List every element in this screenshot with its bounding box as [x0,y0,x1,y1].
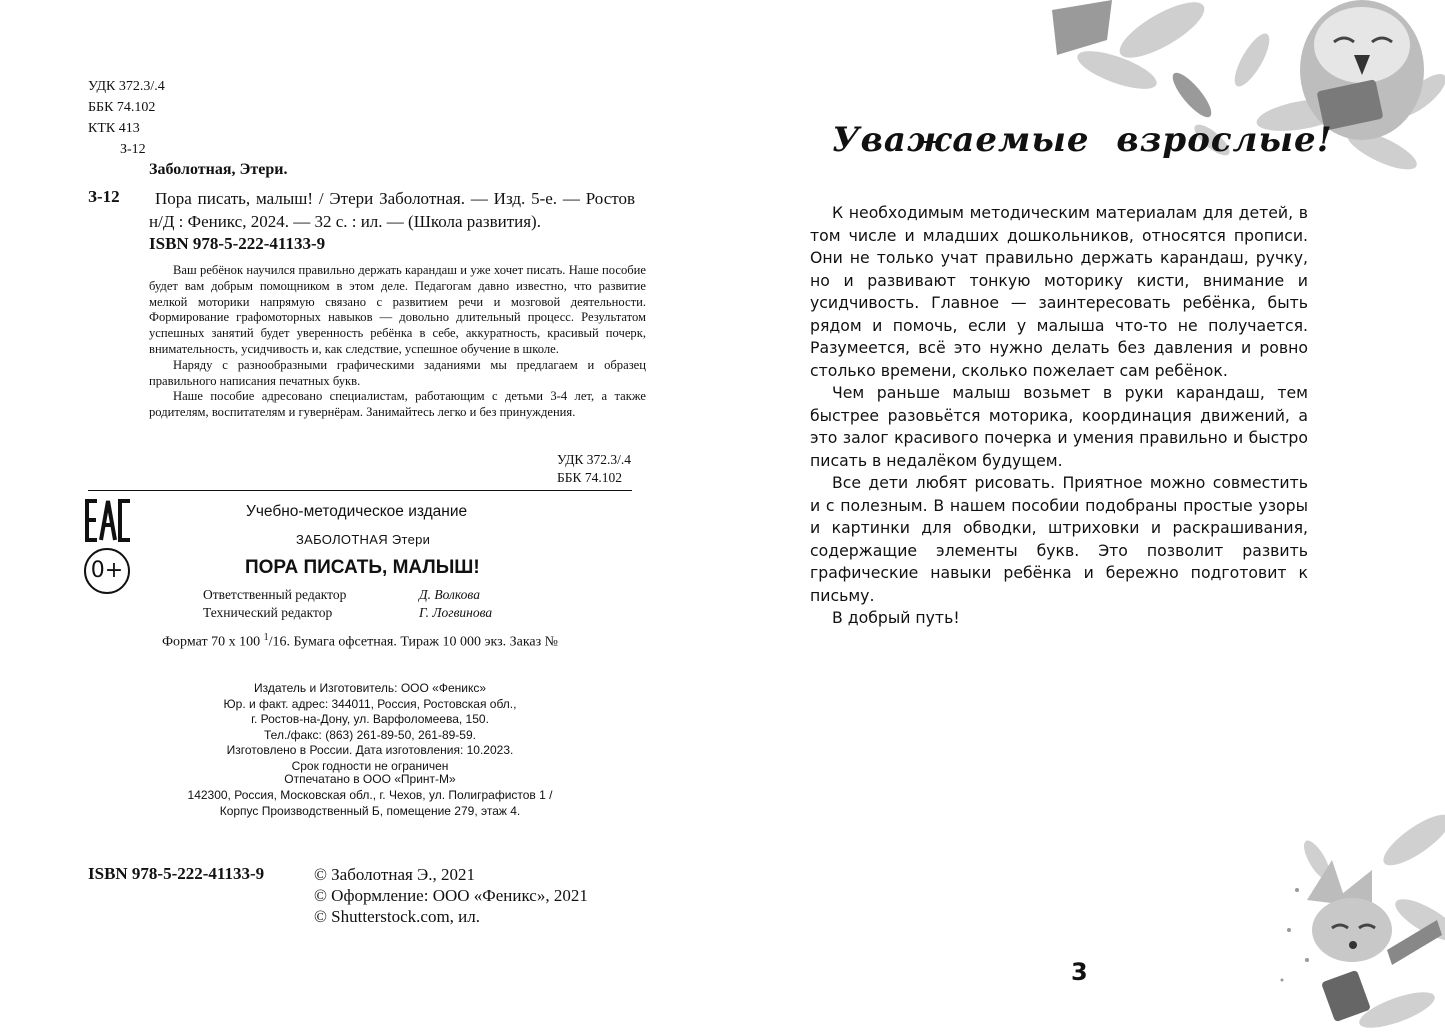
foreword-text [810,202,1308,630]
classification-codes [88,76,165,160]
imprint-page [0,0,720,1032]
foreword-page [722,0,1445,1032]
publisher-line: Издатель и Изготовитель: ООО «Феникс» [253,681,487,695]
staff-row [203,604,523,622]
foreword-paragraph: В добрый путь! [832,608,960,627]
staff-list [203,586,523,622]
printer-info [120,771,620,819]
bibliographic-entry: Пора писать, малыш! / Этери Заболотная. — Изд. 5-е. — Ростов н/Д : Феникс, 2024. — 32 с. : ил. — (Школа развития). [149,189,635,231]
eac-mark-icon [84,497,134,544]
isbn: ISBN 978-5-222-41133-9 [149,234,326,253]
foreword-paragraph: К необходимым методическим материалам для детей, в том числе и младших дошкольников, относятся прописи. Они не только учат правильно держать карандаш, ручку, но и развивают тонкую моторику кисти, внимание и усидчивость. Главное — заинтересовать ребёнка, быть рядом и помочь, если у малыша что-то не получается. Разумеется, всё это нужно делать без давления и ровно столько времени, сколько пожелает сам ребёнок. [810,203,1308,380]
book-title: ПОРА ПИСАТЬ, МАЛЫШ! [245,557,480,578]
format-sup: 1 [263,632,269,643]
copyright-line: © Оформление: ООО «Феникс», 2021 [314,886,588,905]
annotation-paragraph: Ваш ребёнок научился правильно держать карандаш и уже хочет писать. Наше пособие будет вам добрым помощником в этом деле. Педагогам давно известно, что развитие мелкой моторики напрямую связано с развитием речи и мозговой деятельности. Формирование графомоторных навыков — довольно длительный процесс. Результатом успешных занятий будет уверенность ребёнка в себе, аккуратность, красивый почерк, внимательность, усидчивость и, как следствие, успешное обучение в школе. [149,263,646,356]
annotation-paragraph: Наряду с разнообразными графическими заданиями мы предлагаем и образец правильного написания печатных букв. [149,357,646,388]
printer-line: 142300, Россия, Московская обл., г. Чехов, ул. Полиграфистов 1 / [187,788,553,802]
foreword-paragraph: Все дети любят рисовать. Приятное можно совместить и с полезным. В нашем пособии подобраны простые узоры и картинки для обводки, штриховки и раскрашивания, содержащие элементы букв. Это позволит развить графические навыки ребёнка и бережно подготовит к письму. [810,473,1308,605]
page-heading: Уважаемые взрослые! [832,120,1333,160]
edition-type: Учебно-методическое издание [246,503,468,520]
staff-role: Ответственный редактор [203,587,347,602]
staff-row [203,586,523,604]
ktk-code: КТК 413 [88,121,140,136]
publisher-line: Срок годности не ограничен [291,758,449,773]
printer-line: Корпус Производственный Б, помещение 279, этаж 4. [219,804,521,818]
printer-line: Отпечатано в ООО «Принт-М» [284,772,456,786]
isbn-bottom: ISBN 978-5-222-41133-9 [88,864,265,883]
copyright-block [314,864,588,927]
staff-name: Г. Логвинова [419,605,493,620]
staff-name: Д. Волкова [419,587,480,602]
author-caps: ЗАБОЛОТНАЯ Этери [296,532,431,547]
copyright-line: © Shutterstock.com, ил. [314,907,481,926]
bbk-code: ББК 74.102 [557,470,623,485]
udk-code: УДК 372.3/.4 [88,79,165,94]
copyright-line: © Заболотная Э., 2021 [314,865,476,884]
page-number: 3 [1071,958,1088,986]
bbk-code: ББК 74.102 [88,100,156,115]
annotation [149,263,646,421]
publisher-line: Юр. и факт. адрес: 344011, Россия, Ростовская обл., [223,696,517,711]
age-rating-badge: 0+ [84,548,130,594]
staff-role: Технический редактор [203,605,333,620]
foreword-paragraph: Чем раньше малыш возьмет в руки карандаш, тем быстрее разовьётся моторика, координация движений, а это залог красивого почерка и умения правильно и быстро писать в недалёком будущем. [810,383,1308,470]
author-sign: З-12 [120,142,146,157]
author-heading: Заболотная, Этери. [149,161,288,178]
publisher-line: Изготовлено в России. Дата изготовления: 10.2023. [226,743,514,758]
format-prefix: Формат 70 х 100 [162,634,264,650]
publisher-info [140,681,600,775]
udk-code: УДК 372.3/.4 [557,452,632,467]
annotation-codes [557,451,631,487]
bib-number: З-12 [88,187,120,206]
divider [88,490,632,491]
publisher-line: г. Ростов-на-Дону, ул. Варфоломеева, 150. [251,712,489,727]
annotation-paragraph: Наше пособие адресовано специалистам, работающим с детьми 3-4 лет, а также родителям, воспитателям и гувернёрам. Занимайтесь легко и без принуждения. [149,389,646,420]
fox-illustration-icon [1277,800,1445,1032]
format-suffix: /16. Бумага офсетная. Тираж 10 000 экз. Заказ № [268,634,559,650]
publisher-line: Тел./факс: (863) 261-89-50, 261-89-59. [264,727,476,742]
format-line [162,632,558,651]
